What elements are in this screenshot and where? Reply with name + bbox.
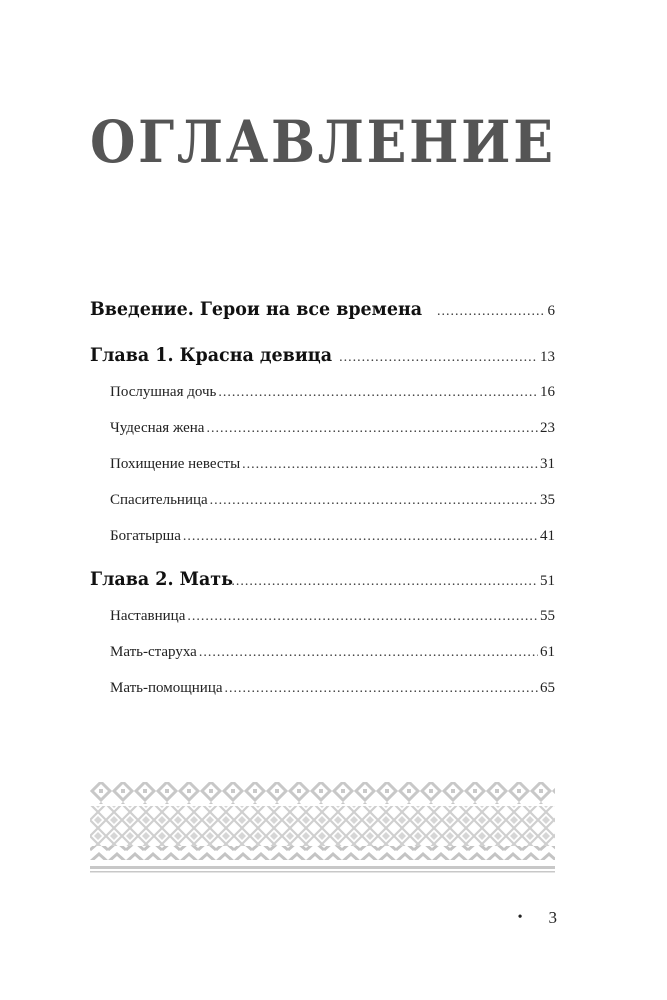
toc-entry-page: 61: [540, 644, 555, 660]
dot-leader: [187, 609, 538, 625]
toc-entry-label: Наставница: [110, 608, 186, 624]
toc-entry-label: Мать-старуха: [110, 644, 197, 660]
toc-entry-label: Похищение невесты: [110, 456, 241, 472]
toc-entry-section[interactable]: [110, 608, 555, 625]
dot-leader: [218, 385, 538, 401]
dot-leader: [242, 457, 538, 473]
toc-entry-page: 51: [540, 573, 555, 589]
toc-entry-page: 65: [540, 680, 555, 696]
toc-entry-page: 16: [540, 384, 555, 400]
dot-leader: [225, 681, 538, 697]
toc-entry-label: Чудесная жена: [110, 420, 205, 436]
toc-entry-label: Послушная дочь: [110, 384, 217, 400]
toc-entry-section[interactable]: [110, 420, 555, 437]
dot-leader: [231, 574, 538, 590]
toc-entry-page: 6: [547, 303, 555, 319]
toc-entry-page: 41: [540, 528, 555, 544]
toc-entry-page: 35: [540, 492, 555, 508]
dot-leader: [206, 421, 538, 437]
toc-entry-label: Глава 2. Мать: [90, 568, 233, 590]
page-title: ОГЛАВЛЕНИЕ: [90, 108, 556, 176]
toc-entry-label: Спасительница: [110, 492, 208, 508]
toc-entry-section[interactable]: [110, 492, 555, 509]
page-number: 3: [548, 908, 557, 927]
toc-entry-section[interactable]: [110, 384, 555, 401]
toc-entry-chapter-2[interactable]: [90, 568, 555, 590]
dot-leader: [199, 645, 538, 661]
toc-entry-section[interactable]: [110, 456, 555, 473]
toc-entry-section[interactable]: [110, 680, 555, 697]
dot-leader: [210, 493, 538, 509]
toc-entry-page: 23: [540, 420, 555, 436]
dot-leader: [339, 350, 538, 366]
toc-entry-label: Мать-помощница: [110, 680, 223, 696]
toc-entry-chapter-1[interactable]: [90, 344, 555, 366]
toc-entry-section[interactable]: [110, 528, 555, 545]
toc-entry-page: 13: [540, 349, 555, 365]
page-footer: [518, 908, 557, 928]
toc-entry-page: 31: [540, 456, 555, 472]
toc-entry-introduction[interactable]: [90, 298, 555, 320]
folio-bullet: •: [517, 910, 523, 925]
dot-leader: [183, 529, 538, 545]
toc-entry-label: Богатырша: [110, 528, 181, 544]
toc-entry-section[interactable]: [110, 644, 555, 661]
dot-leader: [437, 304, 546, 320]
toc-entry-page: 55: [540, 608, 555, 624]
folk-ornament-border: [90, 780, 555, 875]
toc-entry-label: Глава 1. Красна девица: [90, 344, 333, 366]
toc-entry-label: Введение. Герои на все времена: [90, 298, 423, 320]
